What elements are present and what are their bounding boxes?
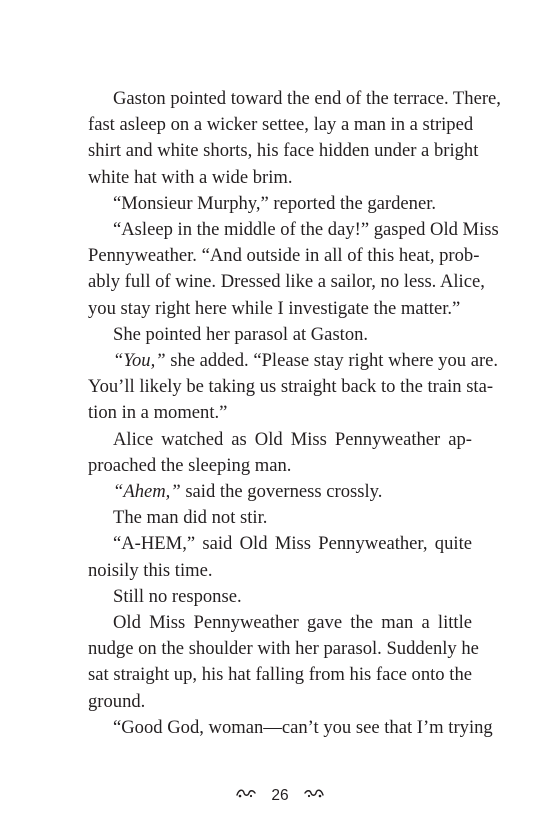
text-line: ground. (88, 690, 146, 712)
floral-ornament-left-icon (235, 787, 257, 803)
text-line: tion in a moment.” (88, 402, 228, 424)
text-line: Still no response. (113, 585, 242, 607)
text-line: noisily this time. (88, 559, 213, 581)
body-text (88, 86, 501, 741)
paragraph-4 (88, 322, 472, 348)
floral-ornament-right-icon (303, 787, 325, 803)
text-line: The man did not stir. (113, 507, 268, 529)
text-line: She pointed her parasol at Gaston. (113, 323, 369, 345)
text-line (88, 348, 499, 374)
text-line: sat straight up, his hat falling from his face onto the (88, 664, 472, 686)
text-line: Pennyweather. “And outside in all of this heat, prob- (88, 245, 480, 267)
paragraph-3 (88, 217, 499, 322)
text-line: fast asleep on a wicker settee, lay a man in a striped (88, 114, 474, 136)
text-line: nudge on the shoulder with her parasol. Suddenly he (88, 638, 479, 660)
text-line (88, 479, 472, 505)
page-number: 26 (271, 787, 289, 804)
text-line: Old Miss Pennyweather gave the man a little (113, 612, 472, 634)
text-line: “Monsieur Murphy,” reported the gardener. (113, 192, 437, 214)
text-line: “Good God, woman—can’t you see that I’m trying (113, 716, 493, 738)
paragraph-8 (88, 505, 472, 531)
paragraph-11 (88, 610, 479, 715)
page-footer (0, 787, 560, 805)
paragraph-7 (88, 479, 472, 505)
text-line: shirt and white shorts, his face hidden under a bright (88, 140, 479, 162)
paragraph-5 (88, 348, 499, 427)
text-line: ably full of wine. Dressed like a sailor, no less. Alice, (88, 271, 485, 293)
text-line: white hat with a wide brim. (88, 166, 293, 188)
paragraph-9 (88, 531, 472, 583)
text-run: said the governess crossly. (180, 481, 383, 503)
text-run: she added. “Please stay right where you are. (165, 350, 499, 372)
paragraph-6 (88, 427, 472, 479)
paragraph-1 (88, 86, 501, 191)
text-line: “Asleep in the middle of the day!” gasped Old Miss (113, 219, 499, 241)
text-line: “A-HEM,” said Old Miss Pennyweather, quite (113, 533, 472, 555)
paragraph-12 (88, 715, 493, 741)
text-line: you stay right here while I investigate the matter.” (88, 297, 461, 319)
text-line: You’ll likely be taking us straight back to the train sta- (88, 376, 494, 398)
paragraph-2 (88, 191, 472, 217)
italic-dialogue: “Ahem,” (113, 481, 181, 503)
text-line: Alice watched as Old Miss Pennyweather ap- (113, 428, 472, 450)
paragraph-10 (88, 584, 472, 610)
italic-dialogue: “You,” (113, 350, 166, 372)
text-line: Gaston pointed toward the end of the terrace. There, (113, 88, 501, 109)
text-line: proached the sleeping man. (88, 454, 292, 476)
